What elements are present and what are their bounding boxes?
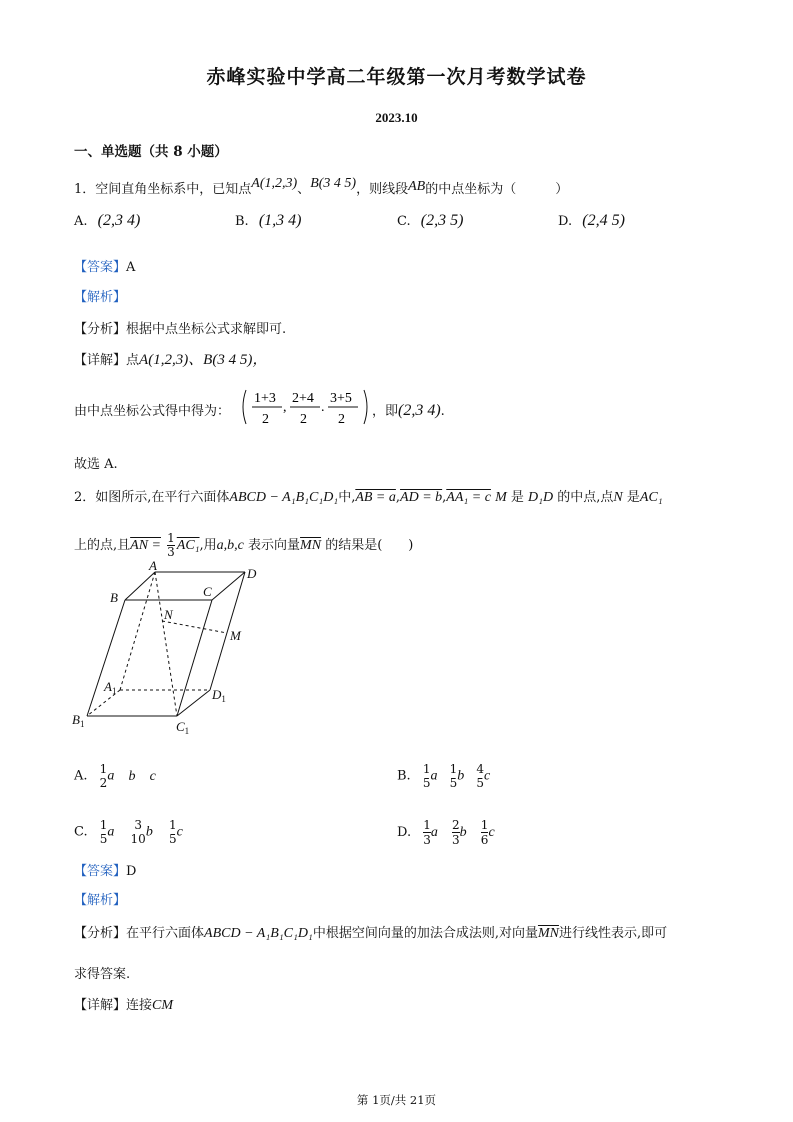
term-var: a [430,825,438,840]
q2-text: 中, [338,490,356,505]
label-A1: $A_1$ [104,679,117,696]
q1-text-c: 的中点坐标为（ ） [425,182,569,197]
section-heading: 一、单选题（共 8 小题） [74,144,228,160]
term-var: a [107,824,115,840]
label-B: B [110,590,118,605]
q2-detail [74,994,173,1014]
fenxi-text: 进行线性表示,即可 [558,926,668,941]
option-label: D. [558,214,573,229]
answer-value: D [126,864,137,879]
q1-option-d [558,212,625,230]
q1-detail [74,348,267,369]
exam-date: 2023.10 [375,110,418,125]
q1-mid-text: 由中点坐标公式得中得为： [74,404,231,419]
term-frac: $\frac{1}{6}$ [480,818,489,847]
fenxi-text: 在平行六面体 [126,926,205,941]
answer-tag: 【答案】 [74,864,127,879]
option-label: C. [74,824,88,840]
term-var: a [107,768,115,784]
q1-stem [74,178,568,198]
q1-sep: 、 [297,182,311,197]
detail-tag: 【详解】 [74,353,127,368]
q2-line1: 2．如图所示,在平行六面体ABCD − A₁B₁C₁D₁中,AB = a,AD = b,AA₁ = c M 是 D₁D 的中点,点N 是AC₁ [74,490,663,505]
option-value: (1,3 4) [258,212,302,229]
page-footer: 第 1页/共 21页 [356,1093,437,1107]
term-var: c [176,824,183,840]
q1-segment: AB [408,179,426,194]
fenxi-vec: $\overline{MN}$ [537,926,559,941]
label-C: C [203,584,212,599]
term-frac: $\frac{1}{3}$ [423,818,431,847]
q2-option-d [397,818,495,847]
frac1-den: 2 [262,412,269,427]
q1-text-a: 1．空间直角坐标系中，已知点 [74,182,252,197]
term-frac: 1 5 [422,762,431,790]
comma: , [283,400,287,415]
q1-point-b: B(3 4 5) [310,176,357,191]
m-symbol: M [495,490,507,505]
term-frac: 1 5 [99,818,108,846]
vec-ab: AB = a [355,490,396,505]
fenxi-text: 中根据空间向量的加法合成法则,对向量 [312,926,538,941]
term-var: b [457,768,465,784]
edge-BB1 [87,600,125,716]
term-frac: 4 5 [476,762,485,790]
option-label: C. [397,214,411,229]
q2-text: 是 [626,490,640,505]
q1-fenxi [74,318,286,337]
frac2-den: 2 [300,412,307,427]
q2-option-a [74,762,156,790]
option-label: D. [397,825,412,840]
fenxi-solid: ABCD − A₁B₁C₁D₁ [204,926,313,941]
parallelepiped-figure [60,558,280,740]
n-symbol: N [613,490,623,505]
term-var: c [149,768,156,784]
term-var: b [128,768,136,784]
term-var: b [145,824,153,840]
edge-AA1 [120,572,155,690]
term-var: c [488,825,495,840]
q1-text-b: ，则线段 [356,182,409,197]
fenxi-text: 根据中点坐标公式求解即可. [126,322,287,337]
edge-CD [212,572,245,600]
label-D1: $D_1$ [212,687,226,704]
ac1: AC₁ [639,490,663,505]
diagonal-AC1 [155,572,177,716]
frac3-den: 2 [338,412,345,427]
q2-option-b [397,762,490,790]
vec-ad: AD = b [400,490,443,505]
option-label: A. [74,768,88,784]
term-var: c [484,768,491,784]
vec-aa1: AA₁ = c [446,490,491,505]
q1-answer [74,256,135,275]
detail-tag: 【详解】 [74,998,127,1013]
q1-option-a [74,212,140,230]
option-label: B. [235,214,249,229]
frac3-num: 3+5 [330,391,352,406]
mid-text2: ，即 [372,404,399,419]
left-paren [243,390,246,424]
q2-solid: ABCD − A₁B₁C₁D₁ [229,490,339,505]
q2-fenxi [74,922,667,942]
option-label: B. [397,768,411,784]
q2-answer [74,860,136,879]
option-value: (2,3 5) [420,212,464,229]
option-value: (2,3 4) [97,212,141,229]
q2-text: 2．如图所示,在平行六面体 [74,490,230,505]
right-paren [364,390,367,424]
comma: . [321,400,325,415]
term-frac: 1 2 [99,762,108,790]
term-var: a [430,768,438,784]
fenxi-tag: 【分析】 [74,322,127,337]
label-M: M [230,628,241,643]
frac-num: 1 [167,531,175,545]
detail-text: 连接 [126,998,153,1013]
detail-cm: CM [152,998,174,1013]
q2-text: ,用 [199,538,217,553]
q1-option-c [397,212,463,230]
frac1-num: 1+3 [254,391,276,406]
q2-fenxi-cont: 求得答案. [74,967,131,982]
term-frac: 1 5 [449,762,458,790]
answer-value: A [126,260,136,275]
label-C1: $C_1$ [176,719,190,736]
fenxi-tag: 【分析】 [74,926,127,941]
q2-text: 的结果是( ) [325,538,414,553]
q2-option-c [74,818,183,846]
option-value: (2,4 5) [582,212,625,229]
abc-vectors: a,b,c [216,538,244,553]
vec-ac1: AC₁ [176,538,200,553]
q1-option-b [235,212,301,230]
label-D: D [247,566,257,581]
frac-third [167,532,175,559]
label-B1: $B_1$ [72,712,85,729]
edge-C1D1 [177,690,210,716]
period: . [440,404,445,419]
vec-an: AN = [130,538,161,553]
q2-text: 表示向量 [248,538,301,553]
label-N: N [164,607,173,622]
q1-conclusion: 故选 A. [74,457,118,472]
option-label: A. [74,214,88,229]
term-frac: $\frac{2}{3}$ [452,818,460,847]
q2-analysis-tag: 【解析】 [74,893,127,908]
q1-point-a: A(1,2,3) [251,176,298,191]
q1-mid-result-line [372,400,445,420]
segment-NM [162,621,227,633]
detail-points: A(1,2,3)、B(3 4 5)， [139,352,268,368]
edge-CC1 [177,600,212,716]
term-frac: 1 5 [168,818,177,846]
term-var: b [459,825,467,840]
q2-text: 是 [510,490,524,505]
answer-tag: 【答案】 [74,260,127,275]
vec-mn: $\overline{MN}$ [300,538,322,553]
term-frac: 3 10 [130,818,146,846]
label-A: A [149,558,157,573]
exam-title: 赤峰实验中学高二年级第一次月考数学试卷 [206,66,587,88]
q2-text: 的中点,点 [557,490,614,505]
q2-text: 上的点,且 [74,538,131,553]
mid-result: (2,3 4) [398,402,441,419]
detail-text: 点 [126,353,140,368]
frac-den: 3 [167,545,175,559]
q1-midpoint-formula [238,384,378,430]
q2-line2 [74,532,413,559]
d1d: D₁D [528,490,554,505]
frac2-num: 2+4 [292,391,314,406]
q1-analysis-tag: 【解析】 [74,290,127,305]
